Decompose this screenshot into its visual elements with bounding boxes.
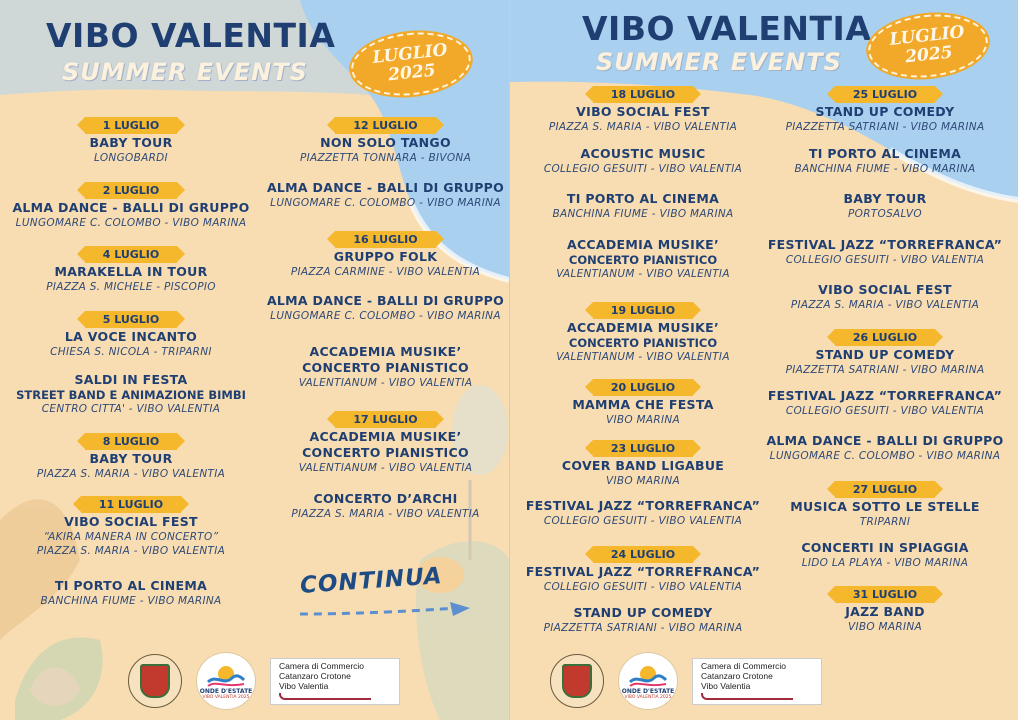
event-date-ribbon (0, 243, 262, 263)
event-name: VIBO SOCIAL FEST (818, 282, 952, 297)
event-date: 18 LUGLIO (593, 86, 693, 103)
event-column-1 (0, 0, 262, 720)
event-location: PIAZZA S. MARIA - VIBO VALENTIA (548, 121, 738, 133)
event-name: STAND UP COMEDY (815, 347, 955, 362)
event-location: VIBO MARINA (605, 414, 681, 426)
badge-year: 2025 (387, 60, 437, 86)
event-location: LUNGOMARE C. COLOMBO - VIBO MARINA (15, 217, 247, 229)
event-item (0, 372, 262, 416)
event-item (262, 114, 509, 165)
event-date-ribbon (0, 179, 262, 199)
event-date-ribbon (752, 83, 1018, 103)
wave-sun-icon (628, 662, 668, 688)
event-date: 11 LUGLIO (81, 496, 181, 513)
event-location: PIAZZA S. MARIA - VIBO VALENTIA (36, 468, 226, 480)
event-date: 25 LUGLIO (835, 86, 935, 103)
event-name: FESTIVAL JAZZ “TORREFRANCA” (525, 564, 761, 579)
page-subtitle: SUMMER EVENTS (596, 48, 842, 76)
camera-line-1: Camera di Commercio (701, 660, 787, 671)
sponsor-logos (128, 652, 400, 710)
event-name: MAMMA CHE FESTA (572, 397, 714, 412)
event-name: BABY TOUR (89, 135, 173, 150)
event-date-ribbon (510, 83, 776, 103)
event-item (752, 388, 1018, 418)
event-item (262, 344, 509, 390)
event-date: 8 LUGLIO (85, 433, 178, 450)
event-item (752, 282, 1018, 312)
event-location: PIAZZETTA SATRIANI - VIBO MARINA (785, 364, 985, 376)
event-item (752, 478, 1018, 529)
event-date-ribbon (262, 228, 509, 248)
poster-page-right (509, 0, 1018, 720)
event-date: 24 LUGLIO (593, 546, 693, 563)
event-location: LUNGOMARE C. COLOMBO - VIBO MARINA (270, 197, 501, 209)
event-item (262, 293, 509, 323)
continua-label: CONTINUA (299, 563, 444, 599)
event-name: STAND UP COMEDY (815, 104, 955, 119)
camera-line-1: Camera di Commercio (279, 660, 365, 671)
event-location: VALENTIANUM - VIBO VALENTIA (556, 268, 730, 280)
onde-label: ONDE D'ESTATE (199, 687, 253, 695)
event-location: BANCHINA FIUME - VIBO MARINA (794, 163, 976, 175)
event-name: COVER BAND LIGABUE (561, 458, 725, 473)
event-date-ribbon (262, 408, 509, 428)
event-date: 16 LUGLIO (335, 231, 435, 248)
event-date: 2 LUGLIO (85, 182, 178, 199)
camera-line-2: Catanzaro Crotone (279, 670, 351, 681)
event-name: GRUPPO FOLK (333, 249, 438, 264)
event-date: 20 LUGLIO (593, 379, 693, 396)
event-date-ribbon (262, 114, 509, 134)
event-item (510, 83, 776, 134)
event-location: PIAZZA S. MARIA - VIBO VALENTIA (36, 545, 226, 557)
event-item (510, 299, 776, 364)
event-name: MARAKELLA IN TOUR (54, 264, 208, 279)
event-location: CHIESA S. NICOLA - TRIPARNI (50, 346, 212, 358)
event-item (510, 376, 776, 427)
event-subtitle: CONCERTO PIANISTICO (568, 336, 718, 350)
event-name: JAZZ BAND (845, 604, 925, 619)
event-item (0, 578, 262, 608)
event-location: PIAZZETTA TONNARA - BIVONA (299, 152, 472, 164)
event-name: MUSICA SOTTO LE STELLE (790, 499, 980, 514)
event-date-ribbon (0, 308, 262, 328)
event-item (0, 493, 262, 558)
page-title: VIBO VALENTIA (582, 9, 872, 48)
event-name: ALMA DANCE - BALLI DI GRUPPO (766, 433, 1004, 448)
event-location: VIBO MARINA (605, 475, 681, 487)
camera-line-2: Catanzaro Crotone (701, 670, 773, 681)
onde-label: ONDE D'ESTATE (621, 687, 675, 695)
event-name: CONCERTO D’ARCHI (313, 491, 458, 506)
event-subtitle: CONCERTO PIANISTICO (568, 253, 718, 267)
event-date: 17 LUGLIO (335, 411, 435, 428)
event-column-1 (510, 0, 776, 720)
event-item (510, 498, 776, 528)
event-item (510, 237, 776, 281)
event-location: PIAZZETTA SATRIANI - VIBO MARINA (543, 622, 743, 634)
camera-line-3: Vibo Valentia (279, 680, 329, 691)
badge-month: LUGLIO (371, 40, 449, 68)
event-date-ribbon (752, 326, 1018, 346)
event-location: TRIPARNI (859, 516, 911, 528)
event-location: PORTOSALVO (848, 208, 922, 220)
event-location: BANCHINA FIUME - VIBO MARINA (40, 595, 222, 607)
event-item (0, 114, 262, 165)
event-date: 12 LUGLIO (335, 117, 435, 134)
event-item (510, 191, 776, 221)
event-location: VALENTIANUM - VIBO VALENTIA (556, 351, 730, 363)
event-item (0, 308, 262, 359)
event-date: 4 LUGLIO (85, 246, 178, 263)
event-location: VALENTIANUM - VIBO VALENTIA (298, 462, 473, 474)
event-date-ribbon (0, 430, 262, 450)
arrow-right-icon (298, 600, 478, 624)
event-name: TI PORTO AL CINEMA (566, 191, 720, 206)
event-name: ACCADEMIA MUSIKE’ (566, 320, 720, 335)
event-date: 19 LUGLIO (593, 302, 693, 319)
event-location: COLLEGIO GESUITI - VIBO VALENTIA (543, 581, 743, 593)
event-name: ALMA DANCE - BALLI DI GRUPPO (266, 180, 505, 195)
event-name: ACCADEMIA MUSIKE’ (309, 344, 462, 359)
event-location: LIDO LA PLAYA - VIBO MARINA (801, 557, 969, 569)
event-name: CONCERTI IN SPIAGGIA (801, 540, 969, 555)
onde-logo (196, 652, 256, 710)
event-item (0, 179, 262, 230)
event-item (752, 83, 1018, 134)
event-name: ACOUSTIC MUSIC (580, 146, 706, 161)
event-name: ACCADEMIA MUSIKE’ (309, 429, 462, 444)
event-date-ribbon (510, 299, 776, 319)
event-location: BANCHINA FIUME - VIBO MARINA (552, 208, 734, 220)
event-date: 26 LUGLIO (835, 329, 935, 346)
event-date: 31 LUGLIO (835, 586, 935, 603)
event-name: VIBO SOCIAL FEST (64, 514, 198, 529)
event-location: PIAZZA S. MICHELE - PISCOPIO (46, 281, 216, 293)
event-item (752, 326, 1018, 377)
onde-logo (618, 652, 678, 710)
wave-sun-icon (206, 662, 246, 688)
event-date: 5 LUGLIO (85, 311, 178, 328)
event-location: LUNGOMARE C. COLOMBO - VIBO MARINA (769, 450, 1001, 462)
event-date: 23 LUGLIO (593, 440, 693, 457)
event-detail: “AKIRA MANERA IN CONCERTO” (43, 531, 219, 543)
event-item (510, 146, 776, 176)
event-name: LA VOCE INCANTO (64, 329, 198, 344)
event-name: CONCERTO PIANISTICO (302, 360, 469, 375)
event-date: 1 LUGLIO (85, 117, 178, 134)
event-name: FESTIVAL JAZZ “TORREFRANCA” (525, 498, 761, 513)
event-date-ribbon (0, 493, 262, 513)
event-location: PIAZZA CARMINE - VIBO VALENTIA (290, 266, 481, 278)
camera-line-3: Vibo Valentia (701, 680, 751, 691)
event-item (752, 433, 1018, 463)
event-name: ALMA DANCE - BALLI DI GRUPPO (12, 200, 250, 215)
event-name: FESTIVAL JAZZ “TORREFRANCA” (767, 388, 1003, 403)
event-location: LUNGOMARE C. COLOMBO - VIBO MARINA (270, 310, 501, 322)
event-name: NON SOLO TANGO (320, 135, 451, 150)
event-name: BABY TOUR (89, 451, 173, 466)
page-subtitle: SUMMER EVENTS (62, 58, 308, 86)
event-name: FESTIVAL JAZZ “TORREFRANCA” (767, 237, 1003, 252)
event-date-ribbon (510, 543, 776, 563)
event-item (262, 228, 509, 279)
event-subtitle: STREET BAND E ANIMAZIONE BIMBI (16, 388, 246, 402)
event-location: LONGOBARDI (94, 152, 168, 164)
event-location: PIAZZA S. MARIA - VIBO VALENTIA (790, 299, 980, 311)
event-name: STAND UP COMEDY (573, 605, 713, 620)
municipal-seal-icon (128, 654, 182, 708)
event-location: COLLEGIO GESUITI - VIBO VALENTIA (543, 163, 743, 175)
event-location: VALENTIANUM - VIBO VALENTIA (298, 377, 473, 389)
event-date-ribbon (752, 478, 1018, 498)
event-location: CENTRO CITTA' - VIBO VALENTIA (41, 403, 221, 415)
event-name: CONCERTO PIANISTICO (302, 445, 469, 460)
sponsor-logos (550, 652, 822, 710)
event-name: BABY TOUR (843, 191, 927, 206)
event-location: COLLEGIO GESUITI - VIBO VALENTIA (785, 254, 985, 266)
municipal-seal-icon (550, 654, 604, 708)
event-location: COLLEGIO GESUITI - VIBO VALENTIA (785, 405, 985, 417)
event-item (0, 430, 262, 481)
badge-month: LUGLIO (888, 22, 966, 50)
onde-sub: VIBO VALENTIA 2025 (624, 694, 672, 700)
event-name: TI PORTO AL CINEMA (54, 578, 208, 593)
event-location: VIBO MARINA (847, 621, 923, 633)
event-name: ALMA DANCE - BALLI DI GRUPPO (266, 293, 505, 308)
event-item (752, 540, 1018, 570)
event-date-ribbon (510, 437, 776, 457)
event-name: ACCADEMIA MUSIKE’ (566, 237, 720, 252)
event-name: VIBO SOCIAL FEST (576, 104, 710, 119)
event-item (262, 491, 509, 521)
event-name: SALDI IN FESTA (74, 372, 188, 387)
badge-year: 2025 (904, 42, 954, 68)
event-name: TI PORTO AL CINEMA (808, 146, 962, 161)
camera-commercio-logo (692, 658, 822, 705)
event-date-ribbon (0, 114, 262, 134)
event-item (752, 237, 1018, 267)
event-location: PIAZZA S. MARIA - VIBO VALENTIA (291, 508, 480, 520)
camera-commercio-logo (270, 658, 400, 705)
event-date-ribbon (510, 376, 776, 396)
event-item (510, 605, 776, 635)
event-item (510, 543, 776, 594)
event-item (0, 243, 262, 294)
event-item (510, 437, 776, 488)
event-column-2 (752, 0, 1018, 720)
event-location: COLLEGIO GESUITI - VIBO VALENTIA (543, 515, 743, 527)
page-title: VIBO VALENTIA (46, 16, 336, 55)
event-item (752, 191, 1018, 221)
event-item (262, 180, 509, 210)
event-item (262, 408, 509, 475)
onde-sub: VIBO VALENTIA 2025 (202, 694, 250, 700)
event-item (752, 583, 1018, 634)
event-date-ribbon (752, 583, 1018, 603)
event-location: PIAZZETTA SATRIANI - VIBO MARINA (785, 121, 985, 133)
event-date: 27 LUGLIO (835, 481, 935, 498)
event-item (752, 146, 1018, 176)
